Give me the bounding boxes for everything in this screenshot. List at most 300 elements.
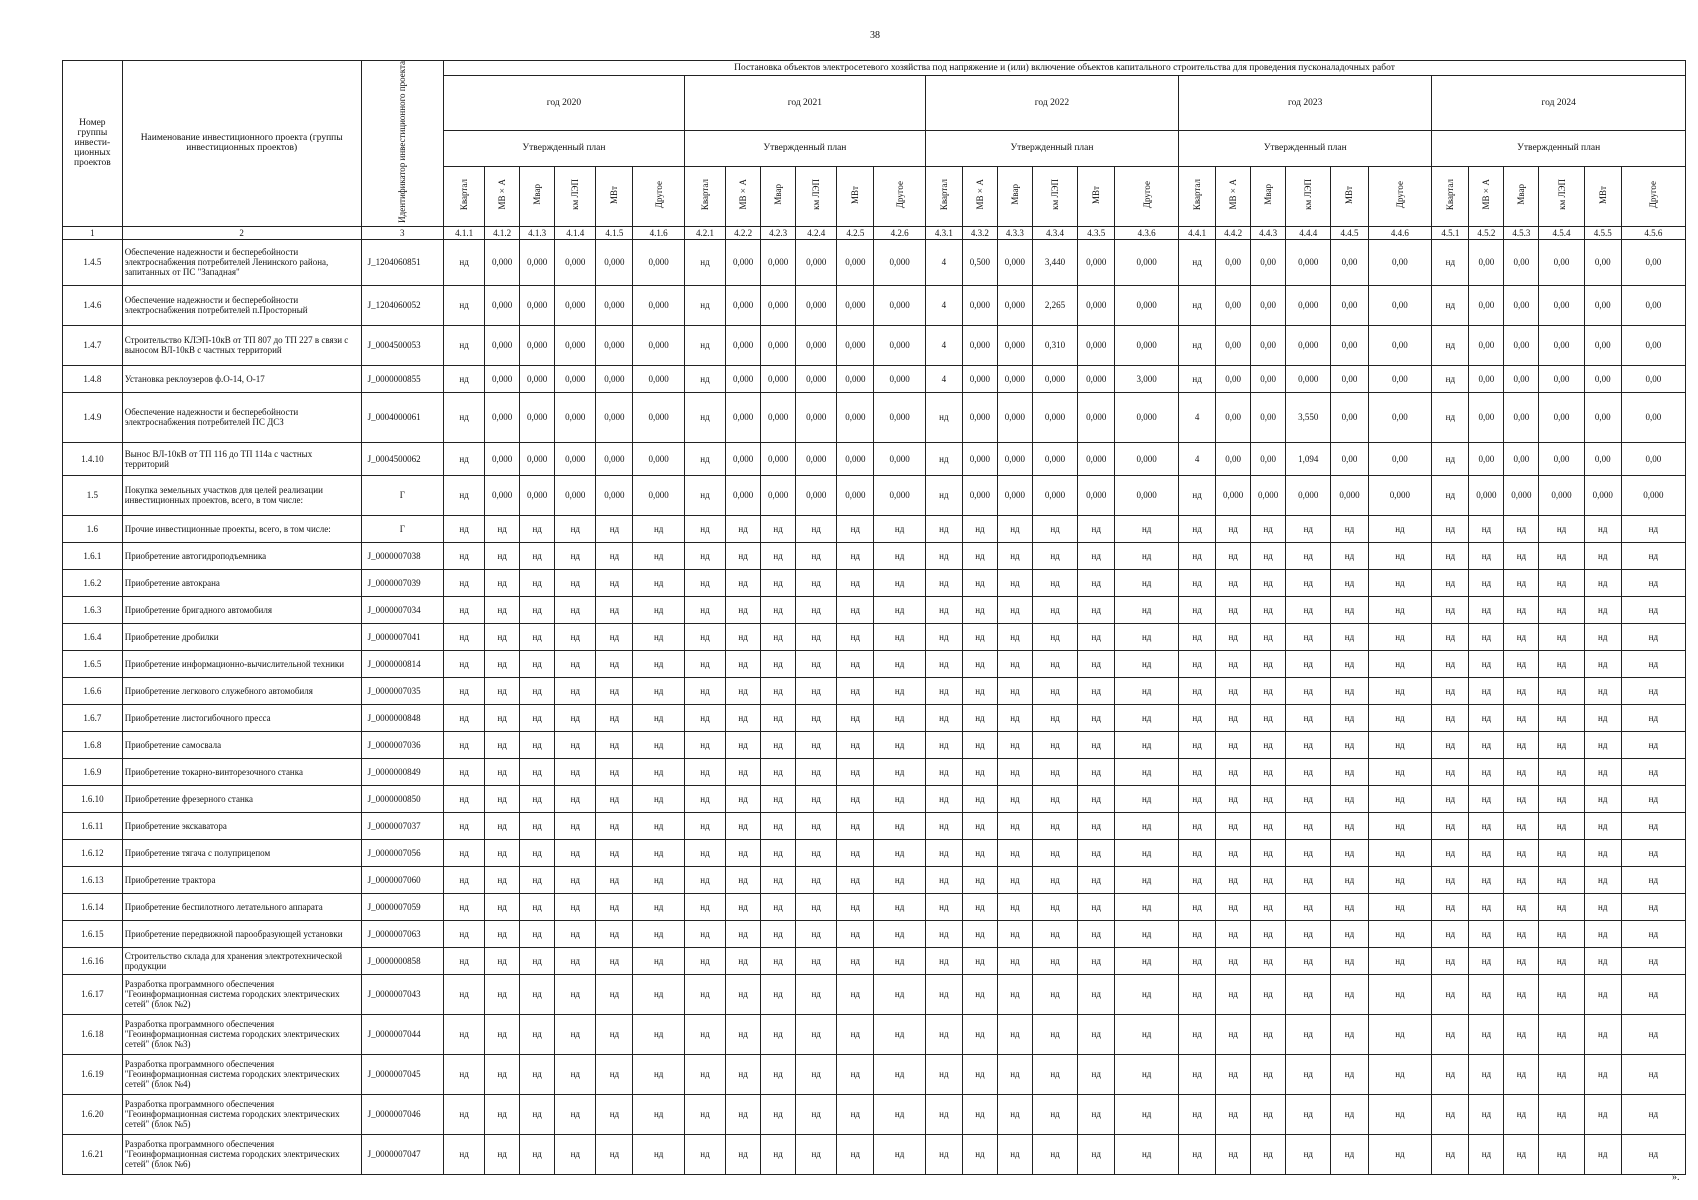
row-value: нд: [796, 1134, 837, 1174]
row-value: 0,00: [1331, 239, 1368, 285]
row-value: 3,550: [1286, 392, 1331, 442]
row-value: нд: [997, 650, 1032, 677]
row-value: нд: [443, 650, 484, 677]
row-value: нд: [1621, 677, 1685, 704]
row-value: нд: [443, 1014, 484, 1054]
row-id: J_0000007039: [361, 569, 443, 596]
row-value: 0,000: [962, 475, 997, 515]
row-value: нд: [1032, 920, 1077, 947]
subcolumn-header: [1504, 166, 1539, 226]
row-value: нд: [1032, 731, 1077, 758]
row-value: нд: [997, 785, 1032, 812]
subcolumn-header: [1032, 166, 1077, 226]
row-value: нд: [1251, 569, 1286, 596]
row-value: нд: [684, 947, 725, 974]
row-value: нд: [1286, 1054, 1331, 1094]
row-value: нд: [1216, 785, 1251, 812]
table-row: [63, 596, 1686, 623]
row-value: 0,000: [837, 365, 874, 392]
column-number: 4.5.2: [1469, 226, 1504, 239]
row-value: 0,000: [596, 365, 633, 392]
row-value: нд: [684, 1014, 725, 1054]
row-value: нд: [1539, 731, 1584, 758]
row-id: J_0000007059: [361, 893, 443, 920]
row-value: нд: [520, 704, 555, 731]
row-value: нд: [1469, 623, 1504, 650]
row-value: нд: [684, 974, 725, 1014]
row-value: нд: [1115, 542, 1179, 569]
row-value: нд: [684, 704, 725, 731]
row-value: нд: [1432, 920, 1469, 947]
row-value: нд: [443, 442, 484, 475]
table-row: [63, 947, 1686, 974]
row-value: 0,000: [962, 442, 997, 475]
plan-header: Утвержденный план: [443, 131, 684, 166]
row-value: 0,000: [761, 392, 796, 442]
row-value: 0,000: [837, 325, 874, 365]
row-value: нд: [520, 542, 555, 569]
row-value: нд: [596, 515, 633, 542]
header-section-title: Постановка объектов электросетевого хозяйства под напряжение и (или) включение объектов капитального строительства для проведения пусконаладочных работ: [443, 61, 1685, 76]
row-number: 1.6.19: [63, 1054, 123, 1094]
row-value: нд: [1032, 1054, 1077, 1094]
row-value: 0,000: [837, 285, 874, 325]
row-value: нд: [962, 1054, 997, 1094]
row-value: нд: [555, 920, 596, 947]
subcolumn-label: Другое: [1648, 181, 1659, 209]
row-value: нд: [1368, 1054, 1432, 1094]
subcolumn-header: [726, 166, 761, 226]
row-name: Приобретение дробилки: [122, 623, 361, 650]
row-value: нд: [1286, 812, 1331, 839]
row-value: 0,000: [520, 239, 555, 285]
row-value: нд: [633, 839, 684, 866]
row-value: нд: [520, 785, 555, 812]
row-value: нд: [761, 515, 796, 542]
row-value: 0,000: [962, 285, 997, 325]
row-value: нд: [925, 623, 962, 650]
row-value: нд: [925, 758, 962, 785]
row-value: нд: [726, 704, 761, 731]
row-value: нд: [1584, 758, 1621, 785]
row-value: нд: [1251, 1014, 1286, 1054]
row-value: нд: [1368, 974, 1432, 1014]
row-value: нд: [1032, 839, 1077, 866]
row-value: нд: [485, 839, 520, 866]
row-value: нд: [796, 677, 837, 704]
row-value: нд: [633, 515, 684, 542]
column-number: 4.2.2: [726, 226, 761, 239]
row-value: нд: [1469, 920, 1504, 947]
row-value: нд: [1115, 569, 1179, 596]
row-value: нд: [1368, 947, 1432, 974]
row-value: нд: [443, 758, 484, 785]
row-value: нд: [443, 1134, 484, 1174]
header-project-name: Наименование инвестиционного проекта (группы инвестиционных проектов): [122, 61, 361, 227]
column-number: 4.3.1: [925, 226, 962, 239]
row-value: нд: [1584, 1094, 1621, 1134]
row-value: нд: [1469, 596, 1504, 623]
row-number: 1.6.3: [63, 596, 123, 623]
row-value: 0,00: [1539, 325, 1584, 365]
row-value: 0,000: [1115, 442, 1179, 475]
row-value: нд: [997, 839, 1032, 866]
row-value: нд: [1115, 947, 1179, 974]
row-value: 0,000: [1032, 365, 1077, 392]
row-value: нд: [1584, 812, 1621, 839]
column-number: 4.2.3: [761, 226, 796, 239]
row-value: 0,00: [1584, 325, 1621, 365]
row-name: Разработка программного обеспечения "Геоинформационная система городских электрических сетей" (блок №2): [122, 974, 361, 1014]
row-number: 1.6.18: [63, 1014, 123, 1054]
row-value: нд: [726, 1134, 761, 1174]
row-value: нд: [1539, 947, 1584, 974]
row-value: нд: [1115, 623, 1179, 650]
row-value: нд: [1115, 758, 1179, 785]
row-value: нд: [874, 623, 925, 650]
row-value: нд: [1504, 1134, 1539, 1174]
row-value: нд: [925, 569, 962, 596]
row-value: нд: [1331, 920, 1368, 947]
year-header: год 2024: [1432, 76, 1686, 131]
row-value: нд: [1469, 1054, 1504, 1094]
row-value: 0,00: [1621, 325, 1685, 365]
row-value: нд: [1469, 1134, 1504, 1174]
column-number: 4.1.4: [555, 226, 596, 239]
row-value: нд: [761, 677, 796, 704]
row-value: нд: [633, 1134, 684, 1174]
row-value: нд: [925, 974, 962, 1014]
row-value: нд: [1078, 920, 1115, 947]
column-number: 4.1.3: [520, 226, 555, 239]
row-value: 0,00: [1469, 365, 1504, 392]
row-value: нд: [520, 515, 555, 542]
row-value: нд: [1504, 974, 1539, 1014]
row-value: нд: [443, 731, 484, 758]
row-value: нд: [1504, 839, 1539, 866]
row-value: нд: [1286, 569, 1331, 596]
row-value: 0,000: [633, 365, 684, 392]
row-value: нд: [925, 920, 962, 947]
row-value: нд: [1432, 623, 1469, 650]
row-value: нд: [520, 731, 555, 758]
row-value: нд: [1331, 812, 1368, 839]
row-value: нд: [761, 866, 796, 893]
row-value: 0,000: [761, 365, 796, 392]
subcolumn-label: км ЛЭП: [811, 179, 822, 211]
row-value: нд: [684, 1054, 725, 1094]
row-value: нд: [837, 650, 874, 677]
row-value: нд: [1179, 947, 1216, 974]
row-value: нд: [443, 866, 484, 893]
row-value: нд: [1469, 947, 1504, 974]
row-value: нд: [684, 475, 725, 515]
row-value: 0,00: [1216, 392, 1251, 442]
row-value: нд: [520, 1054, 555, 1094]
row-value: нд: [485, 1014, 520, 1054]
row-value: нд: [684, 812, 725, 839]
row-name: Приобретение беспилотного летательного аппарата: [122, 893, 361, 920]
row-value: нд: [761, 704, 796, 731]
row-value: нд: [1286, 785, 1331, 812]
row-value: нд: [633, 812, 684, 839]
table-row: [63, 515, 1686, 542]
row-value: нд: [1179, 758, 1216, 785]
row-value: 0,00: [1331, 325, 1368, 365]
row-value: нд: [684, 677, 725, 704]
row-value: 0,000: [485, 475, 520, 515]
row-value: нд: [997, 893, 1032, 920]
row-value: нд: [796, 947, 837, 974]
row-value: нд: [684, 442, 725, 475]
row-value: нд: [1331, 947, 1368, 974]
row-value: нд: [1216, 1134, 1251, 1174]
row-value: нд: [555, 785, 596, 812]
row-value: 0,000: [520, 365, 555, 392]
row-name: Приобретение информационно-вычислительной техники: [122, 650, 361, 677]
row-value: нд: [837, 947, 874, 974]
row-value: нд: [837, 758, 874, 785]
row-value: 0,000: [874, 239, 925, 285]
column-number: 4.4.5: [1331, 226, 1368, 239]
row-id: J_0000007036: [361, 731, 443, 758]
row-value: 0,000: [1032, 475, 1077, 515]
row-value: нд: [1368, 569, 1432, 596]
row-value: нд: [962, 569, 997, 596]
row-value: нд: [837, 1134, 874, 1174]
row-name: Приобретение передвижной парообразующей установки: [122, 920, 361, 947]
row-value: нд: [874, 812, 925, 839]
row-number: 1.6.20: [63, 1094, 123, 1134]
row-value: 0,00: [1331, 285, 1368, 325]
row-value: нд: [1032, 947, 1077, 974]
row-value: нд: [1032, 812, 1077, 839]
row-value: нд: [1216, 731, 1251, 758]
row-name: Обеспечение надежности и бесперебойности электроснабжения потребителей Ленинского района, запитанных от ПС "Западная": [122, 239, 361, 285]
row-value: нд: [555, 515, 596, 542]
column-number: 4.2.5: [837, 226, 874, 239]
row-value: нд: [596, 731, 633, 758]
row-value: нд: [726, 947, 761, 974]
row-value: нд: [761, 542, 796, 569]
subcolumn-label: МВт: [1344, 185, 1355, 204]
row-value: нд: [1584, 839, 1621, 866]
row-number: 1.6.7: [63, 704, 123, 731]
row-value: нд: [1621, 812, 1685, 839]
row-value: нд: [633, 677, 684, 704]
row-value: нд: [1469, 785, 1504, 812]
row-value: 0,000: [761, 442, 796, 475]
row-value: нд: [1432, 542, 1469, 569]
row-value: нд: [925, 704, 962, 731]
row-value: нд: [555, 1094, 596, 1134]
row-value: нд: [1216, 920, 1251, 947]
row-value: 0,000: [1115, 285, 1179, 325]
row-value: нд: [874, 1134, 925, 1174]
row-number: 1.6.5: [63, 650, 123, 677]
row-value: нд: [1251, 623, 1286, 650]
row-value: нд: [796, 1014, 837, 1054]
row-value: нд: [997, 542, 1032, 569]
row-value: нд: [596, 893, 633, 920]
row-value: нд: [1469, 974, 1504, 1014]
row-value: нд: [443, 596, 484, 623]
subcolumn-label: МВ×А: [1228, 179, 1239, 210]
row-value: 0,000: [596, 475, 633, 515]
row-value: 0,00: [1469, 442, 1504, 475]
row-value: 0,000: [726, 392, 761, 442]
table-row: [63, 920, 1686, 947]
row-value: нд: [1216, 893, 1251, 920]
row-value: нд: [761, 1134, 796, 1174]
row-value: нд: [726, 785, 761, 812]
row-value: нд: [485, 812, 520, 839]
row-value: нд: [1286, 515, 1331, 542]
subcolumn-label: Мвар: [1009, 184, 1020, 205]
row-value: нд: [761, 1054, 796, 1094]
row-value: нд: [1432, 392, 1469, 442]
row-value: 0,00: [1216, 365, 1251, 392]
row-value: 0,000: [596, 239, 633, 285]
row-value: нд: [1469, 515, 1504, 542]
row-value: нд: [485, 569, 520, 596]
row-name: Приобретение автокрана: [122, 569, 361, 596]
row-value: нд: [1621, 839, 1685, 866]
subcolumn-header: [796, 166, 837, 226]
row-value: нд: [1432, 442, 1469, 475]
row-value: 0,000: [837, 442, 874, 475]
table-row: [63, 569, 1686, 596]
row-value: нд: [1432, 475, 1469, 515]
row-value: 0,000: [555, 325, 596, 365]
header-project-id-label: Идентификатор инвестиционного проекта: [397, 61, 408, 223]
subcolumn-header: [1331, 166, 1368, 226]
row-value: нд: [633, 920, 684, 947]
row-value: нд: [1368, 758, 1432, 785]
row-value: нд: [1621, 731, 1685, 758]
row-value: нд: [925, 677, 962, 704]
row-value: нд: [1078, 866, 1115, 893]
column-number: 4.3.2: [962, 226, 997, 239]
row-value: 0,000: [596, 325, 633, 365]
row-value: нд: [1331, 866, 1368, 893]
row-value: нд: [684, 542, 725, 569]
row-value: нд: [1179, 1094, 1216, 1134]
row-value: нд: [1216, 515, 1251, 542]
row-value: нд: [633, 650, 684, 677]
row-number: 1.4.8: [63, 365, 123, 392]
row-value: нд: [443, 325, 484, 365]
row-value: нд: [520, 974, 555, 1014]
row-value: нд: [726, 1094, 761, 1134]
row-value: нд: [796, 596, 837, 623]
row-value: нд: [1179, 1134, 1216, 1174]
column-number: 1: [63, 226, 123, 239]
row-value: нд: [684, 365, 725, 392]
row-value: нд: [962, 866, 997, 893]
row-value: нд: [761, 758, 796, 785]
row-value: 0,00: [1539, 392, 1584, 442]
row-value: нд: [1078, 623, 1115, 650]
row-value: 0,000: [596, 392, 633, 442]
row-value: нд: [443, 785, 484, 812]
row-value: нд: [555, 704, 596, 731]
row-value: нд: [1179, 475, 1216, 515]
table-row: [63, 677, 1686, 704]
row-value: нд: [962, 947, 997, 974]
row-value: нд: [997, 758, 1032, 785]
row-value: нд: [633, 623, 684, 650]
row-value: нд: [1469, 731, 1504, 758]
subcolumn-label: км ЛЭП: [1556, 179, 1567, 211]
row-value: нд: [1216, 974, 1251, 1014]
row-value: нд: [1216, 677, 1251, 704]
row-value: 0,000: [1286, 365, 1331, 392]
row-value: нд: [596, 623, 633, 650]
row-id: J_0000007035: [361, 677, 443, 704]
row-value: нд: [796, 812, 837, 839]
row-value: нд: [874, 542, 925, 569]
subcolumn-label: Квартал: [700, 179, 710, 211]
row-value: нд: [1216, 866, 1251, 893]
row-value: нд: [485, 515, 520, 542]
row-value: нд: [555, 569, 596, 596]
row-value: нд: [1179, 812, 1216, 839]
row-value: нд: [1584, 515, 1621, 542]
row-number: 1.6.4: [63, 623, 123, 650]
row-value: нд: [520, 839, 555, 866]
table-row: [63, 542, 1686, 569]
column-number: 4.3.3: [997, 226, 1032, 239]
row-value: 0,000: [1621, 475, 1685, 515]
row-value: нд: [1179, 893, 1216, 920]
row-value: нд: [726, 569, 761, 596]
column-number: 4.2.6: [874, 226, 925, 239]
row-name: Установка реклоузеров ф.О-14, О-17: [122, 365, 361, 392]
column-number: 4.1.2: [485, 226, 520, 239]
row-value: 0,000: [874, 365, 925, 392]
row-value: нд: [1251, 920, 1286, 947]
row-value: нд: [1432, 1014, 1469, 1054]
row-value: нд: [1584, 920, 1621, 947]
row-value: нд: [555, 758, 596, 785]
table-row: [63, 1014, 1686, 1054]
row-value: нд: [1179, 365, 1216, 392]
row-value: 0,000: [874, 442, 925, 475]
row-id: J_0000007045: [361, 1054, 443, 1094]
row-value: нд: [684, 623, 725, 650]
row-value: нд: [1432, 704, 1469, 731]
row-value: нд: [485, 893, 520, 920]
row-value: нд: [1432, 677, 1469, 704]
row-value: нд: [1368, 704, 1432, 731]
row-value: нд: [485, 677, 520, 704]
row-value: 0,000: [1216, 475, 1251, 515]
row-value: нд: [1286, 1014, 1331, 1054]
row-value: 0,00: [1469, 392, 1504, 442]
row-value: нд: [1331, 839, 1368, 866]
row-value: нд: [726, 650, 761, 677]
row-value: нд: [761, 785, 796, 812]
row-value: нд: [1251, 1054, 1286, 1094]
row-value: нд: [796, 839, 837, 866]
row-value: нд: [997, 947, 1032, 974]
row-value: нд: [1286, 623, 1331, 650]
row-value: нд: [1286, 758, 1331, 785]
subcolumn-label: км ЛЭП: [1050, 179, 1061, 211]
row-value: 0,000: [796, 392, 837, 442]
row-value: 0,000: [1368, 475, 1432, 515]
